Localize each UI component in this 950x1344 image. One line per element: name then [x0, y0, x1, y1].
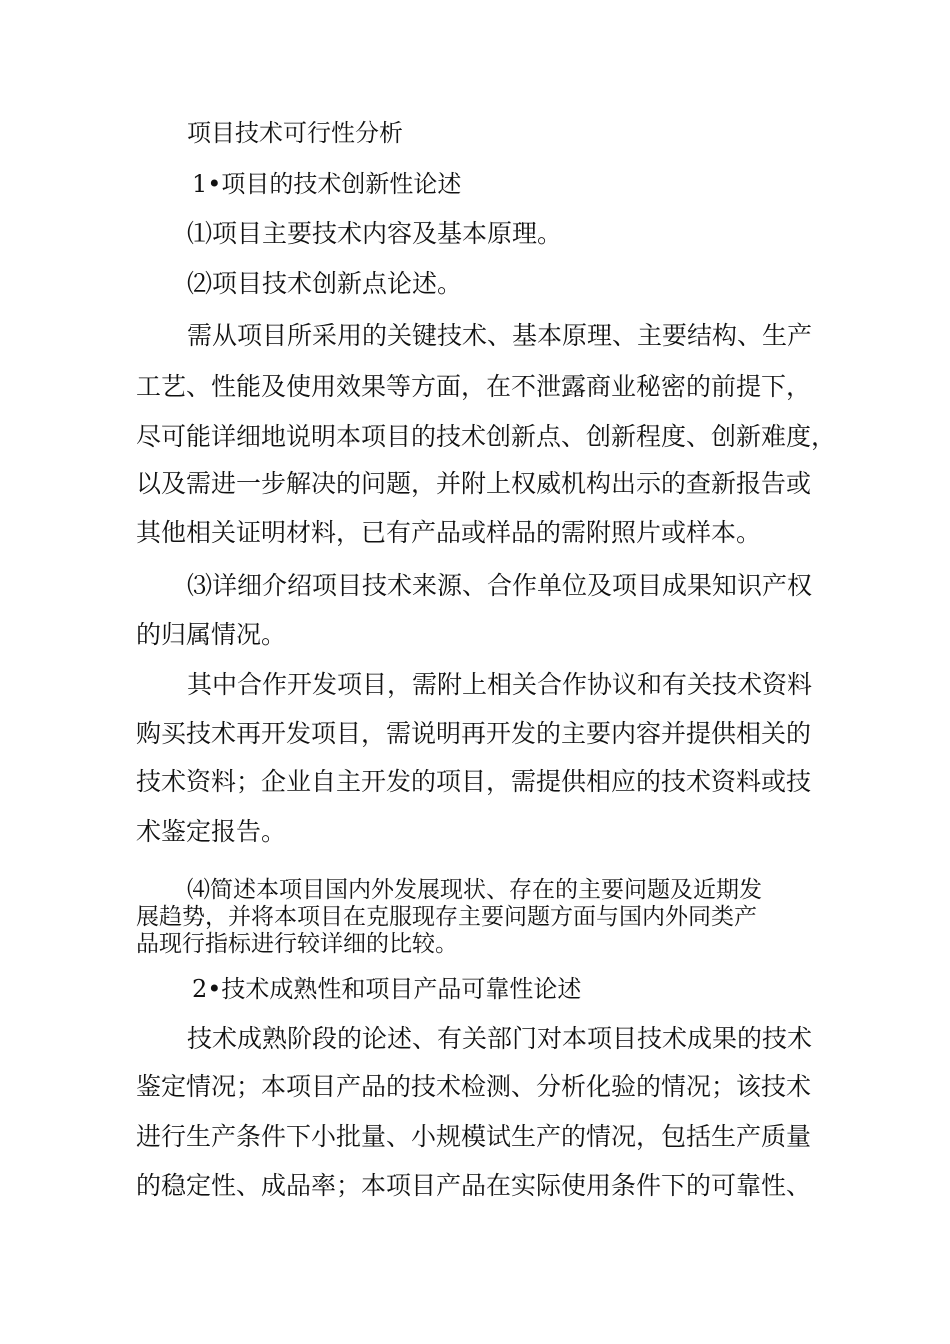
paragraph-1-line-3: 尽可能详细地说明本项目的技术创新点、创新程度、创新难度，	[136, 422, 837, 451]
item-2: ⑵项目技术创新点论述。	[187, 269, 463, 298]
item-4-line-2: 展趋势，并将本项目在克服现存主要问题方面与国内外同类产	[136, 904, 757, 930]
section-2-heading: 2•技术成熟性和项目产品可靠性论述	[192, 975, 582, 1003]
item-3-line-2: 的归属情况。	[136, 620, 287, 649]
document-title: 项目技术可行性分析	[187, 119, 403, 147]
paragraph-3-line-2: 鉴定情况；本项目产品的技术检测、分析化验的情况；该技术	[136, 1072, 812, 1101]
paragraph-3-line-3: 进行生产条件下小批量、小规模试生产的情况，包括生产质量	[136, 1122, 812, 1151]
paragraph-1-line-4: 以及需进一步解决的问题，并附上权威机构出示的查新报告或	[136, 469, 812, 498]
paragraph-3-line-1: 技术成熟阶段的论述、有关部门对本项目技术成果的技术	[187, 1024, 813, 1053]
paragraph-2-line-1: 其中合作开发项目，需附上相关合作协议和有关技术资料	[187, 670, 813, 699]
item-1: ⑴项目主要技术内容及基本原理。	[187, 219, 563, 248]
paragraph-2-line-4: 术鉴定报告。	[136, 817, 287, 846]
paragraph-1-line-5: 其他相关证明材料，已有产品或样品的需附照片或样本。	[136, 518, 762, 547]
section-1-heading: 1•项目的技术创新性论述	[192, 170, 462, 198]
paragraph-2-line-3: 技术资料；企业自主开发的项目，需提供相应的技术资料或技	[136, 767, 812, 796]
paragraph-3-line-4: 的稳定性、成品率；本项目产品在实际使用条件下的可靠性、	[136, 1171, 812, 1200]
item-3-line-1: ⑶详细介绍项目技术来源、合作单位及项目成果知识产权	[187, 571, 813, 600]
paragraph-1-line-2: 工艺、性能及使用效果等方面，在不泄露商业秘密的前提下，	[136, 372, 812, 401]
paragraph-1-line-1: 需从项目所采用的关键技术、基本原理、主要结构、生产	[187, 321, 813, 350]
item-4-line-1: ⑷简述本项目国内外发展现状、存在的主要问题及近期发	[187, 877, 762, 903]
item-4-line-3: 品现行指标进行较详细的比较。	[136, 931, 458, 957]
paragraph-2-line-2: 购买技术再开发项目，需说明再开发的主要内容并提供相关的	[136, 719, 812, 748]
